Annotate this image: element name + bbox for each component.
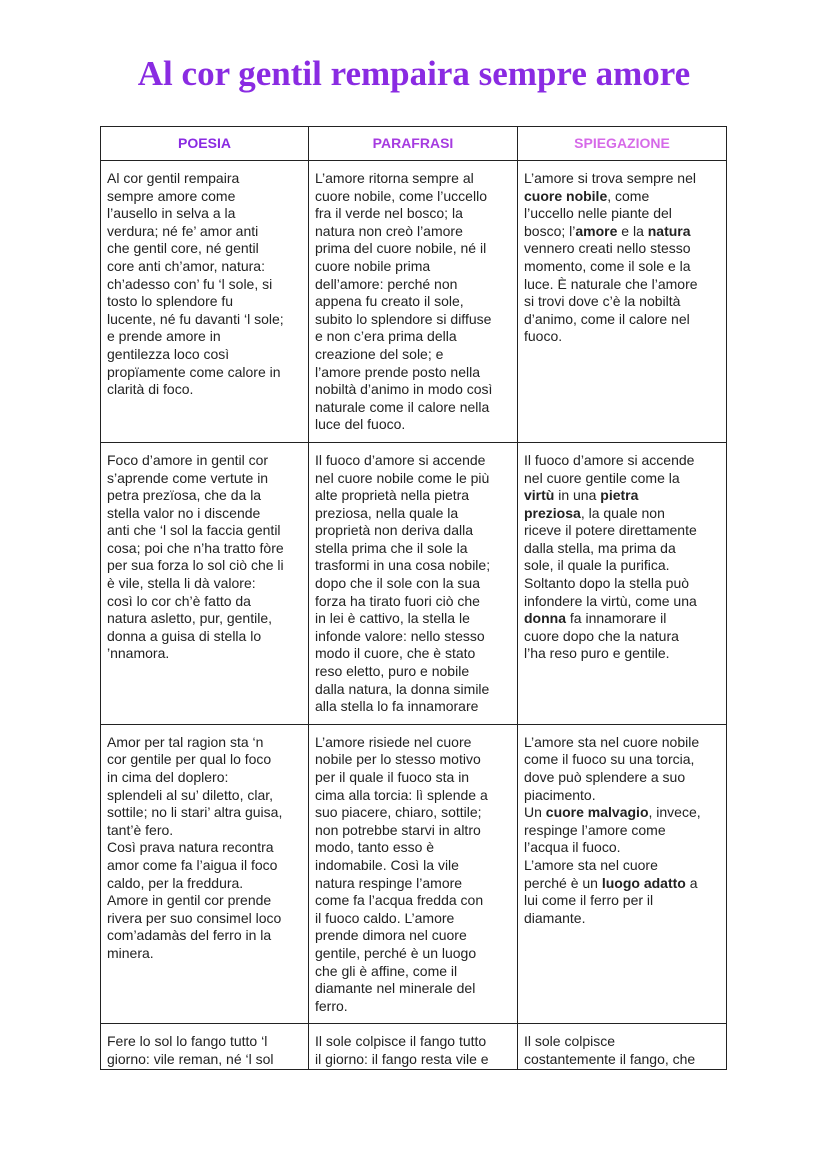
- parafrasi-cell: [309, 724, 518, 1024]
- parafrasi-text: L’amore risiede nel cuore nobile per lo stesso motivo per il quale il fuoco sta in cima alla torcia: lì splende a suo piacere, chiaro, sottile; non potrebbe starvi in altro modo, tanto esso è indomabile. Così la vile natura respinge l’amore come fa l’acqua fredda con il fuoco caldo. L’amore prende dimora nel cuore gentile, perché è un luogo che gli è affine, come il diamante nel minerale del ferro.: [315, 733, 488, 1014]
- spiegazione-cell: [518, 161, 727, 443]
- table-row: [101, 724, 727, 1024]
- poesia-text: Amor per tal ragion sta ‘n cor gentile per qual lo foco in cima del doplero: splendeli al su’ diletto, clar, sottile; no li stari’ altra guisa, tant’è fero. Così prava natura recontra amor come fa l’aigua il foco caldo, per la freddura. Amore in gentil cor prende rivera per suo consimel loco com’adamàs del ferro in la minera.: [107, 733, 283, 961]
- header-parafrasi: PARAFRASI: [309, 127, 518, 161]
- table-row: [101, 161, 727, 443]
- bold-keyword: cuore nobile: [524, 187, 608, 204]
- bold-keyword: amore: [575, 222, 618, 239]
- poesia-cell: [101, 724, 309, 1024]
- parafrasi-text: L’amore ritorna sempre al cuore nobile, come l’uccello fra il verde nel bosco; la natura non creò l’amore prima del cuore nobile, né il cuore nobile prima dell’amore: perché non appena fu creato il sole, subito lo splendore si diffuse e non c’era prima della creazione del sole; e l’amore prende posto nella nobiltà d’animo in modo così naturale come il calore nella luce del fuoco.: [315, 170, 493, 433]
- header-spiegazione: SPIEGAZIONE: [518, 127, 727, 161]
- table-row: [101, 442, 727, 724]
- spiegazione-cell: [518, 724, 727, 1024]
- parafrasi-text: Il sole colpisce il fango tutto il giorno: il fango resta vile e: [315, 1033, 489, 1067]
- poesia-cell: [101, 1024, 309, 1069]
- spiegazione-text: L’amore sta nel cuore nobile come il fuoco su una torcia, dove può splendere a suo piacimento. Un cuore malvagio, invece, respinge l’amore come l’acqua il fuoco. L’amore sta nel cuore perché è un luogo adatto a lui come il ferro per il diamante.: [524, 733, 701, 926]
- poesia-text: Foco d’amore in gentil cor s’aprende come vertute in petra prezïosa, che da la stella valor no i discende anti che ‘l sol la faccia gentil cosa; poi che n’ha tratto fòre per sua forza lo sol ciò che li è vile, stella li dà valore: così lo cor ch’è fatto da natura asletto, pur, gentile, donna a guisa di stella lo ’nnamora.: [107, 451, 284, 662]
- parafrasi-cell: [309, 1024, 518, 1069]
- spiegazione-text: Il fuoco d’amore si accende nel cuore gentile come la virtù in una pietra preziosa, la quale non riceve il potere direttamente dalla stella, ma prima da sole, il quale la purifica. Soltanto dopo la stella può infondere la virtù, come una donna fa innamorare il cuore dopo che la natura l’ha reso puro e gentile.: [524, 451, 697, 662]
- bold-keyword: virtù: [524, 487, 555, 504]
- parafrasi-cell: [309, 161, 518, 443]
- bold-keyword: pietra preziosa: [524, 487, 639, 521]
- spiegazione-text: Il sole colpisce costantemente il fango, che: [524, 1033, 696, 1067]
- page-title: Al cor gentil rempaira sempre amore: [137, 54, 691, 93]
- spiegazione-text: L’amore si trova sempre nel cuore nobile, come l’uccello nelle piante del bosco; l’amore e la natura vennero creati nello stesso momento, come il sole e la luce. È naturale che l’amore si trovi dove c’è la nobiltà d’animo, come il calore nel fuoco.: [524, 170, 698, 345]
- bold-keyword: donna: [524, 610, 566, 627]
- parafrasi-text: Il fuoco d’amore si accende nel cuore nobile come le più alte proprietà nella pietra preziosa, nella quale la proprietà non deriva dalla stella prima che il sole la trasformi in una cosa nobile; dopo che il sole con la sua forza ha tirato fuori ciò che in lei è cattivo, la stella le infonde valore: nello stesso modo il cuore, che è stato reso eletto, puro e nobile dalla natura, la donna simile alla stella lo fa innamorare: [315, 451, 491, 715]
- header-poesia: POESIA: [101, 127, 309, 161]
- poesia-cell: [101, 442, 309, 724]
- poem-table: [100, 126, 727, 1070]
- poesia-text: Fere lo sol lo fango tutto ‘l giorno: vile reman, né ‘l sol: [107, 1033, 274, 1067]
- bold-keyword: luogo adatto: [601, 874, 686, 891]
- poesia-cell: [101, 161, 309, 443]
- bold-keyword: cuore malvagio: [545, 804, 649, 821]
- table-header-row: [101, 127, 727, 161]
- spiegazione-cell: [518, 1024, 727, 1069]
- poesia-text: Al cor gentil rempaira sempre amore come l’ausello in selva a la verdura; né fe’ amor anti che gentil core, né gentil core anti ch’amor, natura: ch’adesso con’ fu ‘l sole, si tosto lo splendore fu lucente, né fu davanti ‘l sole; e prende amore in gentilezza loco così propïamente come calore in clarità di foco.: [107, 170, 284, 398]
- table-row: [101, 1024, 727, 1069]
- parafrasi-cell: [309, 442, 518, 724]
- bold-keyword: natura: [647, 222, 691, 239]
- spiegazione-cell: [518, 442, 727, 724]
